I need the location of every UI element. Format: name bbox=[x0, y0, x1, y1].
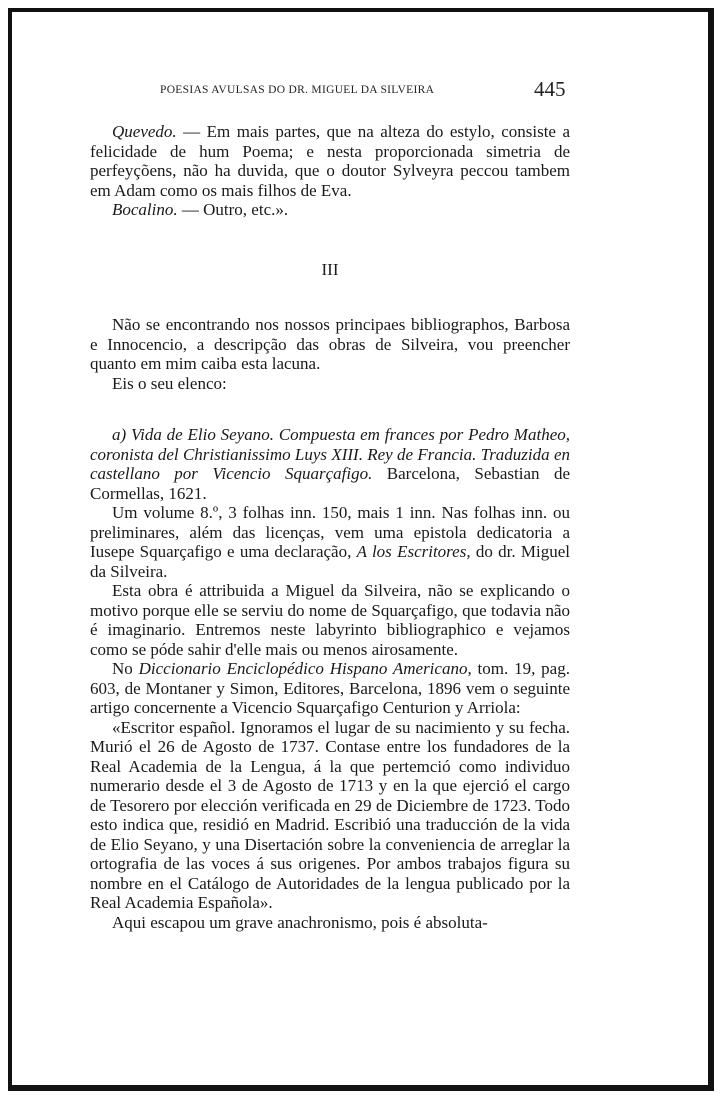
paragraph-dictionary bbox=[90, 659, 570, 718]
speaker-name: Bocalino. bbox=[112, 200, 178, 219]
paragraph-quotation: «Escritor español. Ignoramos el lugar de su nacimiento y su fecha. Murió el 26 de Agosto de 1737. Contase entre los fundadores de la Real Academia de la Lengua, á la que pertemció como individuo numerario desde el 3 de Agosto de 1713 y en la que ejerció el cargo de Tesorero por elección verificada en 29 de Diciembre de 1723. Todo esto indica que, residió en Madrid. Escribió una traducción de la vida de Elio Seyano, y una Disertación sobre la conveniencia de arreglar la ortografia de las voces á sus origenes. Por ambos trabajos figura su nombre en el Catálogo de Autoridades de la lengua publicado por la Real Academia Española». bbox=[90, 717, 570, 912]
entry-imprint: Barcelona, Sebastian de Cormellas, 1621. bbox=[90, 464, 570, 503]
paragraph-intro: Não se encontrando nos nossos principaes bibliographos, Barbosa e Innocencio, a descripção das obras de Silveira, vou preencher quanto em mim caiba esta lacuna. bbox=[90, 315, 570, 373]
page-body bbox=[90, 122, 570, 932]
paragraph-description bbox=[90, 503, 570, 581]
spacer bbox=[90, 393, 570, 425]
paragraph-bocalino bbox=[90, 200, 570, 220]
running-header: POESIAS AVULSAS DO DR. MIGUEL DA SILVEIRA bbox=[160, 84, 435, 96]
paragraph-attribution: Esta obra é attribuida a Miguel da Silveira, não se explicando o motivo porque elle se serviu do nome de Squarçafigo, que todavia não é imaginario. Entremos neste labyrinto bibliographico e vejamos como se póde sahir d'elle mais ou menos airosamente. bbox=[90, 581, 570, 659]
paragraph-text: No bbox=[112, 659, 139, 678]
speaker-name: Quevedo. bbox=[112, 122, 177, 141]
paragraph-quevedo bbox=[90, 122, 570, 200]
paragraph-text: tom. 19, pag. 603, de Montaner y Simon, Editores, Barcelona, 1896 vem o seguinte artigo concernente a Vicencio Squarçafigo Centurion y Arriola: bbox=[90, 659, 570, 717]
paragraph-elenco: Eis o seu elenco: bbox=[112, 373, 227, 393]
paragraph-text: — Em mais partes, que na alteza do estylo, consiste a felicidade de hum Poema; e nesta proporcionada simetria de perfeyçõens, não ha duvida, que o doutor Sylveyra peccou tambem em Adam como os mais filhos de Eva. bbox=[90, 122, 570, 200]
italic-title: A los Escritores, bbox=[356, 542, 471, 561]
section-heading: III bbox=[321, 259, 339, 279]
paragraph-text: — Outro, etc.». bbox=[177, 200, 289, 219]
paragraph-text: Um volume 8.º, 3 folhas inn. 150, mais 1 inn. Nas folhas inn. ou preliminares, além das licenças, vem uma epistola dedicatoria a Iusepe Squarçafigo e uma declaração, bbox=[90, 503, 570, 561]
paragraph-text: do dr. Miguel da Silveira. bbox=[90, 542, 570, 581]
entry-title: a) Vida de Elio Seyano. Compuesta em frances por Pedro Matheo, coronista del Christianissimo Luys XIII. Rey de Francia. Traduzida en castellano por Vicencio Squarçafigo. bbox=[90, 425, 570, 483]
bibliography-entry-a bbox=[90, 425, 570, 503]
page-number: 445 bbox=[534, 77, 566, 101]
italic-title: Diccionario Enciclopédico Hispano Americano, bbox=[138, 659, 472, 678]
paragraph-closing: Aqui escapou um grave anachronismo, pois é absoluta- bbox=[112, 912, 488, 932]
